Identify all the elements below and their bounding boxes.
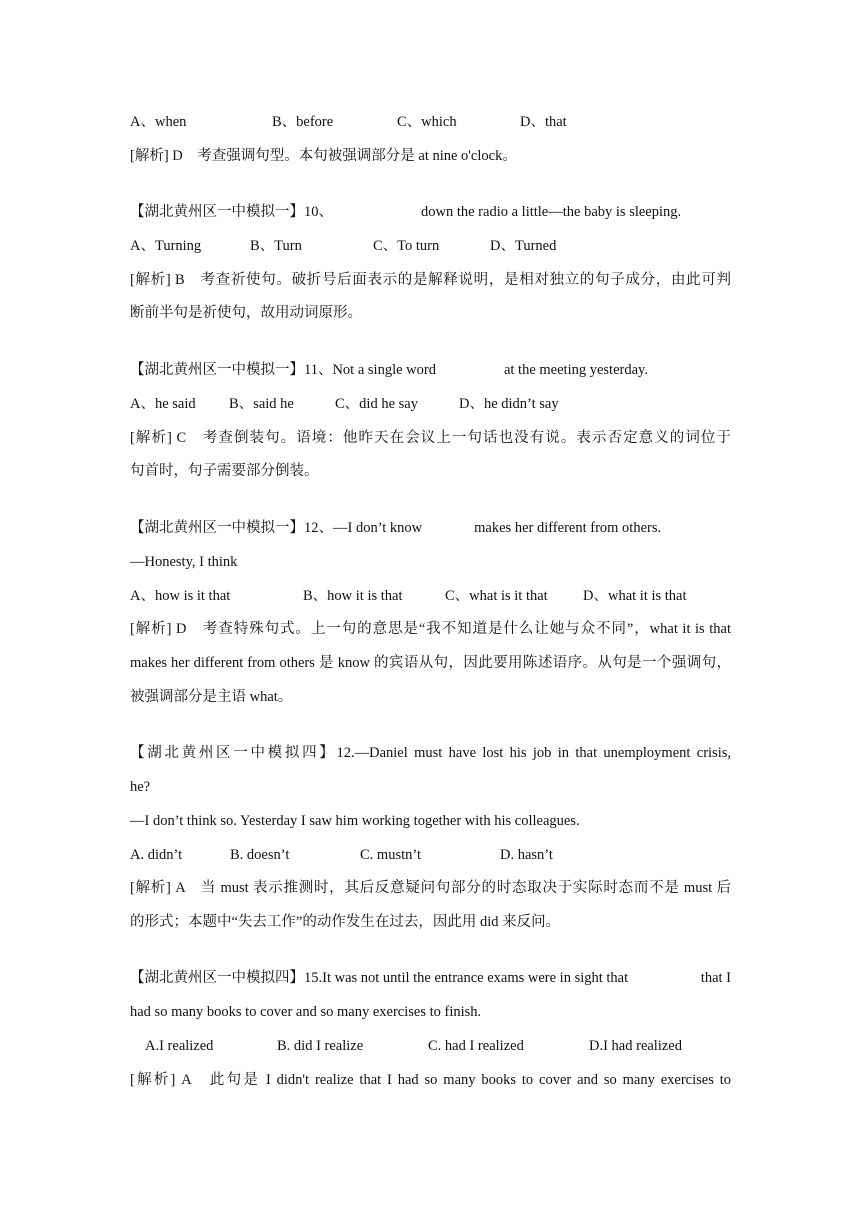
q10-stem-text: down the radio a little—the baby is sleeping. (421, 204, 682, 220)
option-d: D、what it is that (583, 588, 687, 604)
q11-stem-text: at the meeting yesterday. (503, 362, 648, 378)
q12b-analysis-line-1: [解析] A 当 must 表示推测时，其后反意疑问句部分的时态取决于实际时态而不是 must 后 (130, 880, 731, 896)
q11-stem (130, 360, 648, 380)
q12b-analysis-line-2: 的形式；本题中“失去工作”的动作发生在过去，因此用 did 来反问。 (130, 914, 561, 930)
option-a: A、how is it that (130, 588, 231, 604)
option-c: C、did he say (335, 396, 418, 412)
q12a-analysis-line-3: 被强调部分是主语 what。 (130, 689, 293, 705)
q10-analysis-line-1: [解析] B 考查祈使句。破折号后面表示的是解释说明，是相对独立的句子成分，由此可判 (130, 272, 731, 288)
option-c: C、which (397, 114, 457, 130)
q12a-stem (130, 518, 661, 538)
q11-analysis-line-2: 句首时，句子需要部分倒装。 (130, 463, 319, 479)
option-b: B. doesn’t (230, 847, 290, 863)
q12a-analysis-line-1: [解析] D 考查特殊句式。上一句的意思是“我不知道是什么让她与众不同”，what it is that (130, 621, 731, 637)
q12a-source: 【湖北黄州区一中模拟一】12、—I don’t know (130, 520, 423, 536)
option-a: A、when (130, 114, 187, 130)
q15-analysis-line-1: [解析] A 此句是 I didn't realize that I had so many books to cover and so many exercises to (130, 1072, 731, 1088)
option-c: C. mustn’t (360, 847, 421, 863)
option-b: B、said he (229, 396, 294, 412)
q12a-analysis-line-2: makes her different from others 是 know 的宾语从句，因此要用陈述语序。从句是一个强调句， (130, 655, 731, 671)
q12b-reply: —I don’t think so. Yesterday I saw him working together with his colleagues. (130, 813, 580, 829)
option-a: A、Turning (130, 238, 202, 254)
option-a: A、he said (130, 396, 196, 412)
q11-source: 【湖北黄州区一中模拟一】11、Not a single word (130, 362, 436, 378)
q12a-stem-text: makes her different from others. (474, 520, 662, 536)
option-b: B、Turn (250, 238, 302, 254)
q15-stem-line-1 (130, 968, 731, 988)
option-b: B. did I realize (277, 1038, 364, 1054)
q12a-reply: —Honesty, I think (130, 554, 238, 570)
option-c: C、To turn (373, 238, 440, 254)
option-d: D. hasn’t (500, 847, 553, 863)
q10-analysis-line-2: 断前半句是祈使句，故用动词原形。 (130, 305, 362, 321)
q10-stem (130, 202, 681, 222)
option-d: D、he didn’t say (459, 396, 559, 412)
option-d: D.I had realized (589, 1038, 682, 1054)
option-a: A. didn’t (130, 847, 183, 863)
option-d: D、Turned (490, 238, 557, 254)
option-c: C、what is it that (445, 588, 548, 604)
q12b-stem-line-1: 【湖北黄州区一中模拟四】12.—Daniel must have lost his job in that unemployment crisis, (130, 745, 731, 761)
q12b-stem-line-2: he? (130, 779, 151, 795)
option-d: D、that (520, 114, 567, 130)
q9-analysis: [解析] D 考查强调句型。本句被强调部分是 at nine o'clock。 (130, 148, 517, 164)
option-b: B、how it is that (303, 588, 403, 604)
option-b: B、before (272, 114, 334, 130)
option-c: C. had I realized (428, 1038, 524, 1054)
q15-stem-start: 【湖北黄州区一中模拟四】15.It was not until the entrance exams were in sight that (130, 970, 629, 986)
q15-stem-line-2: had so many books to cover and so many exercises to finish. (130, 1004, 482, 1020)
option-a: A.I realized (145, 1038, 214, 1054)
q10-source: 【湖北黄州区一中模拟一】10、 (130, 204, 333, 220)
q11-analysis-line-1: [解析] C 考查倒装句。语境：他昨天在会议上一句话也没有说。表示否定意义的词位于 (130, 430, 731, 446)
q15-stem-end: that I (700, 970, 731, 986)
